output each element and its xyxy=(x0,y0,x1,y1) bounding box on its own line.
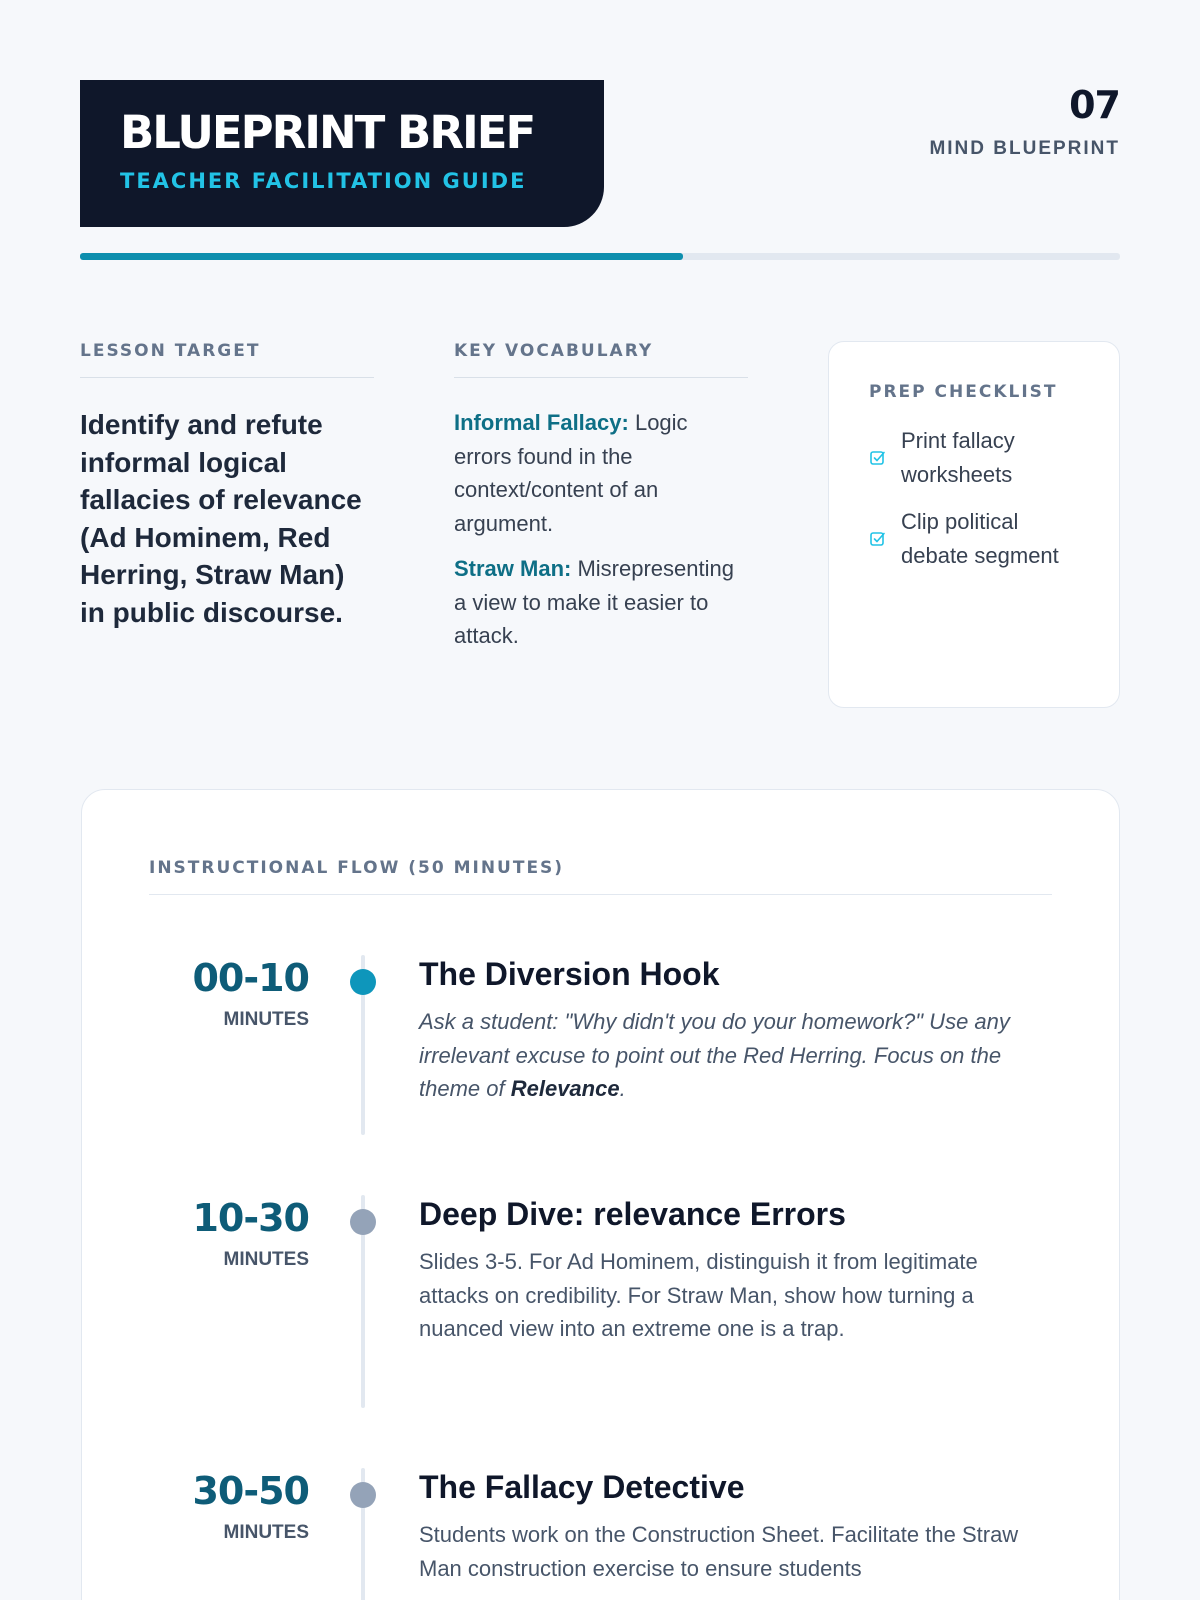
step-time-unit: MINUTES xyxy=(223,1522,309,1543)
vocabulary-definition: Misrepresenting a view to make it easier to attack. xyxy=(454,556,734,648)
step-time-range: 00-10 xyxy=(192,956,309,1000)
timeline-marker xyxy=(309,1468,419,1600)
divider xyxy=(149,894,1052,895)
timeline-dot-pending xyxy=(350,1482,376,1508)
timeline-marker xyxy=(309,1195,419,1468)
step-time xyxy=(149,1195,309,1468)
progress-track xyxy=(80,253,1120,260)
divider xyxy=(454,377,748,378)
timeline-dot-pending xyxy=(350,1209,376,1235)
vocabulary-definition: Logic errors found in the context/content of an argument. xyxy=(454,410,688,536)
vocabulary-item xyxy=(454,552,748,653)
step-description: Slides 3-5. For Ad Hominem, distinguish it from legitimate attacks on credibility. For Straw Man, show how turning a nuanced view into an extreme one is a trap. xyxy=(419,1249,978,1342)
step-time-unit: MINUTES xyxy=(223,1009,309,1030)
checklist-item[interactable] xyxy=(869,424,1079,491)
step-time-range: 10-30 xyxy=(192,1196,309,1240)
timeline-marker xyxy=(309,955,419,1195)
step-body xyxy=(419,955,1049,1195)
prep-checklist-card xyxy=(828,341,1120,708)
timeline-step xyxy=(149,955,1052,1195)
vocabulary-term: Straw Man: xyxy=(454,556,572,581)
vocabulary-section xyxy=(454,341,748,665)
checklist-item[interactable] xyxy=(869,505,1079,572)
step-title: The Fallacy Detective xyxy=(419,1469,745,1505)
lesson-target-label: LESSON TARGET xyxy=(80,341,261,361)
step-description-text: . xyxy=(619,1076,626,1102)
brand-title: BLUEPRINT BRIEF xyxy=(120,106,535,159)
checklist-item-label: Clip political debate segment xyxy=(901,509,1059,568)
step-time xyxy=(149,955,309,1195)
issue-block xyxy=(929,83,1120,160)
timeline-step xyxy=(149,1195,1052,1468)
step-title: Deep Dive: relevance Errors xyxy=(419,1196,846,1232)
instructional-flow-panel xyxy=(81,789,1120,1600)
vocabulary-term: Informal Fallacy: xyxy=(454,410,629,435)
lesson-target-section xyxy=(80,341,374,631)
brand-subtitle: TEACHER FACILITATION GUIDE xyxy=(120,169,527,193)
checkbox-checked-icon[interactable] xyxy=(869,449,887,467)
step-body xyxy=(419,1195,1049,1468)
issue-number: 07 xyxy=(1069,83,1120,127)
vocabulary-item xyxy=(454,406,748,540)
prep-checklist xyxy=(869,424,1079,572)
step-description-text: Ask a student: "Why didn't you do your homework?" Use any irrelevant excuse to point out the Red Herring. Focus on the theme of xyxy=(419,1009,1010,1102)
checklist-item-label: Print fallacy worksheets xyxy=(901,428,1015,487)
prep-checklist-label: PREP CHECKLIST xyxy=(869,382,1058,402)
lesson-target-text: Identify and refute informal logical fallacies of relevance (Ad Hominem, Red Herring, Straw Man) in public discourse. xyxy=(80,409,362,628)
issue-label: MIND BLUEPRINT xyxy=(929,138,1120,159)
vocabulary-label: KEY VOCABULARY xyxy=(454,341,654,361)
timeline xyxy=(149,955,1052,1600)
step-time xyxy=(149,1468,309,1600)
step-description xyxy=(419,1005,1049,1106)
divider xyxy=(80,377,374,378)
step-time-unit: MINUTES xyxy=(223,1249,309,1270)
step-description-emphasis: Relevance xyxy=(510,1076,620,1102)
timeline-step xyxy=(149,1468,1052,1600)
vocabulary-list xyxy=(454,406,748,653)
checkbox-checked-icon[interactable] xyxy=(869,530,887,548)
step-description: Students work on the Construction Sheet. Facilitate the Straw Man construction exercise to ensure students xyxy=(419,1522,1019,1581)
brand-banner xyxy=(80,80,604,227)
step-body xyxy=(419,1468,1049,1600)
instructional-flow-label: INSTRUCTIONAL FLOW (50 MINUTES) xyxy=(149,858,565,878)
timeline-dot-active xyxy=(350,969,376,995)
step-time-range: 30-50 xyxy=(192,1469,309,1513)
step-title: The Diversion Hook xyxy=(419,956,720,992)
progress-fill xyxy=(80,253,683,260)
